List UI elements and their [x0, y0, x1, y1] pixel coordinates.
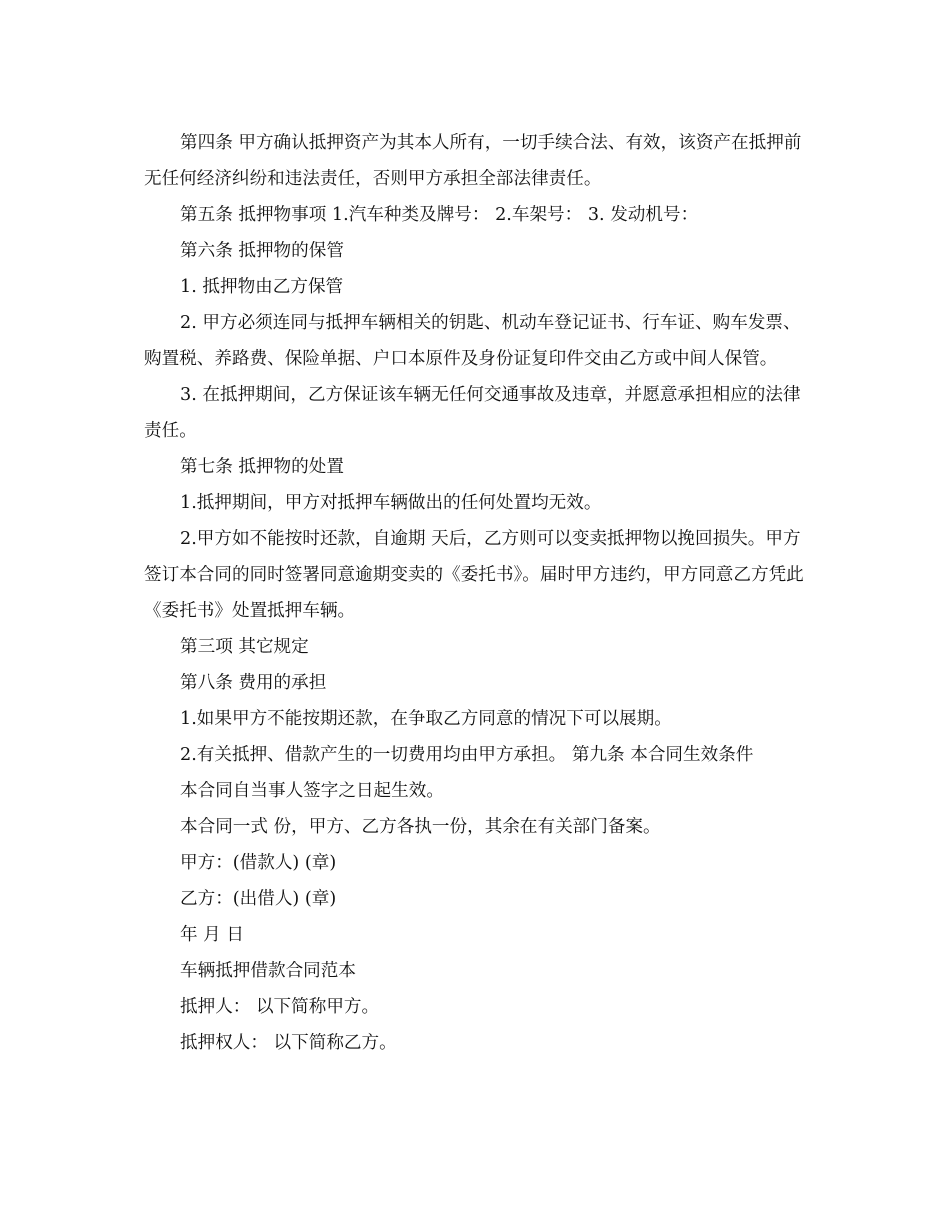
clause-5: 第五条 抵押物事项 1.汽车种类及牌号： 2.车架号： 3. 发动机号：: [180, 205, 699, 225]
party-b-signature: 乙方：(出借人) (章): [180, 889, 337, 909]
mortgagor-line: 抵押人： 以下简称甲方。: [180, 997, 380, 1017]
signature-date: 年 月 日: [180, 925, 244, 945]
party-a-signature: 甲方：(借款人) (章): [180, 853, 337, 873]
copies-text: 本合同一式 份，甲方、乙方各执一份，其余在有关部门备案。: [180, 817, 661, 837]
clause-6-heading: 第六条 抵押物的保管: [180, 241, 344, 261]
document-body: [144, 125, 816, 1061]
section-3-heading: 第三项 其它规定: [180, 637, 309, 657]
effective-date-text: 本合同自当事人签字之日起生效。: [180, 781, 444, 801]
clause-8-item-1: 1.如果甲方不能按期还款，在争取乙方同意的情况下可以展期。: [180, 709, 672, 729]
clause-6-item-3: 3. 在抵押期间，乙方保证该车辆无任何交通事故及违章，并愿意承担相应的法律责任。: [144, 385, 801, 441]
clause-8-heading: 第八条 费用的承担: [180, 673, 327, 693]
contract-title: 车辆抵押借款合同范本: [180, 961, 356, 981]
clause-7-heading: 第七条 抵押物的处置: [180, 457, 344, 477]
clause-7-item-1: 1.抵押期间，甲方对抵押车辆做出的任何处置均无效。: [180, 493, 602, 513]
clause-4: 第四条 甲方确认抵押资产为其本人所有，一切手续合法、有效，该资产在抵押前无任何经济纠纷和违法责任，否则甲方承担全部法律责任。: [144, 133, 802, 189]
clause-6-item-1: 1. 抵押物由乙方保管: [180, 277, 344, 297]
clause-8-item-2: 2.有关抵押、借款产生的一切费用均由甲方承担。 第九条 本合同生效条件: [180, 745, 754, 765]
mortgagee-line: 抵押权人： 以下简称乙方。: [180, 1033, 397, 1053]
clause-7-item-2: 2.甲方如不能按时还款，自逾期 天后，乙方则可以变卖抵押物以挽回损失。甲方签订本合同的同时签署同意逾期变卖的《委托书》。届时甲方违约，甲方同意乙方凭此《委托书》处置抵押车辆。: [144, 529, 804, 621]
clause-6-item-2: 2. 甲方必须连同与抵押车辆相关的钥匙、机动车登记证书、行车证、购车发票、购置税、养路费、保险单据、户口本原件及身份证复印件交由乙方或中间人保管。: [144, 313, 801, 369]
